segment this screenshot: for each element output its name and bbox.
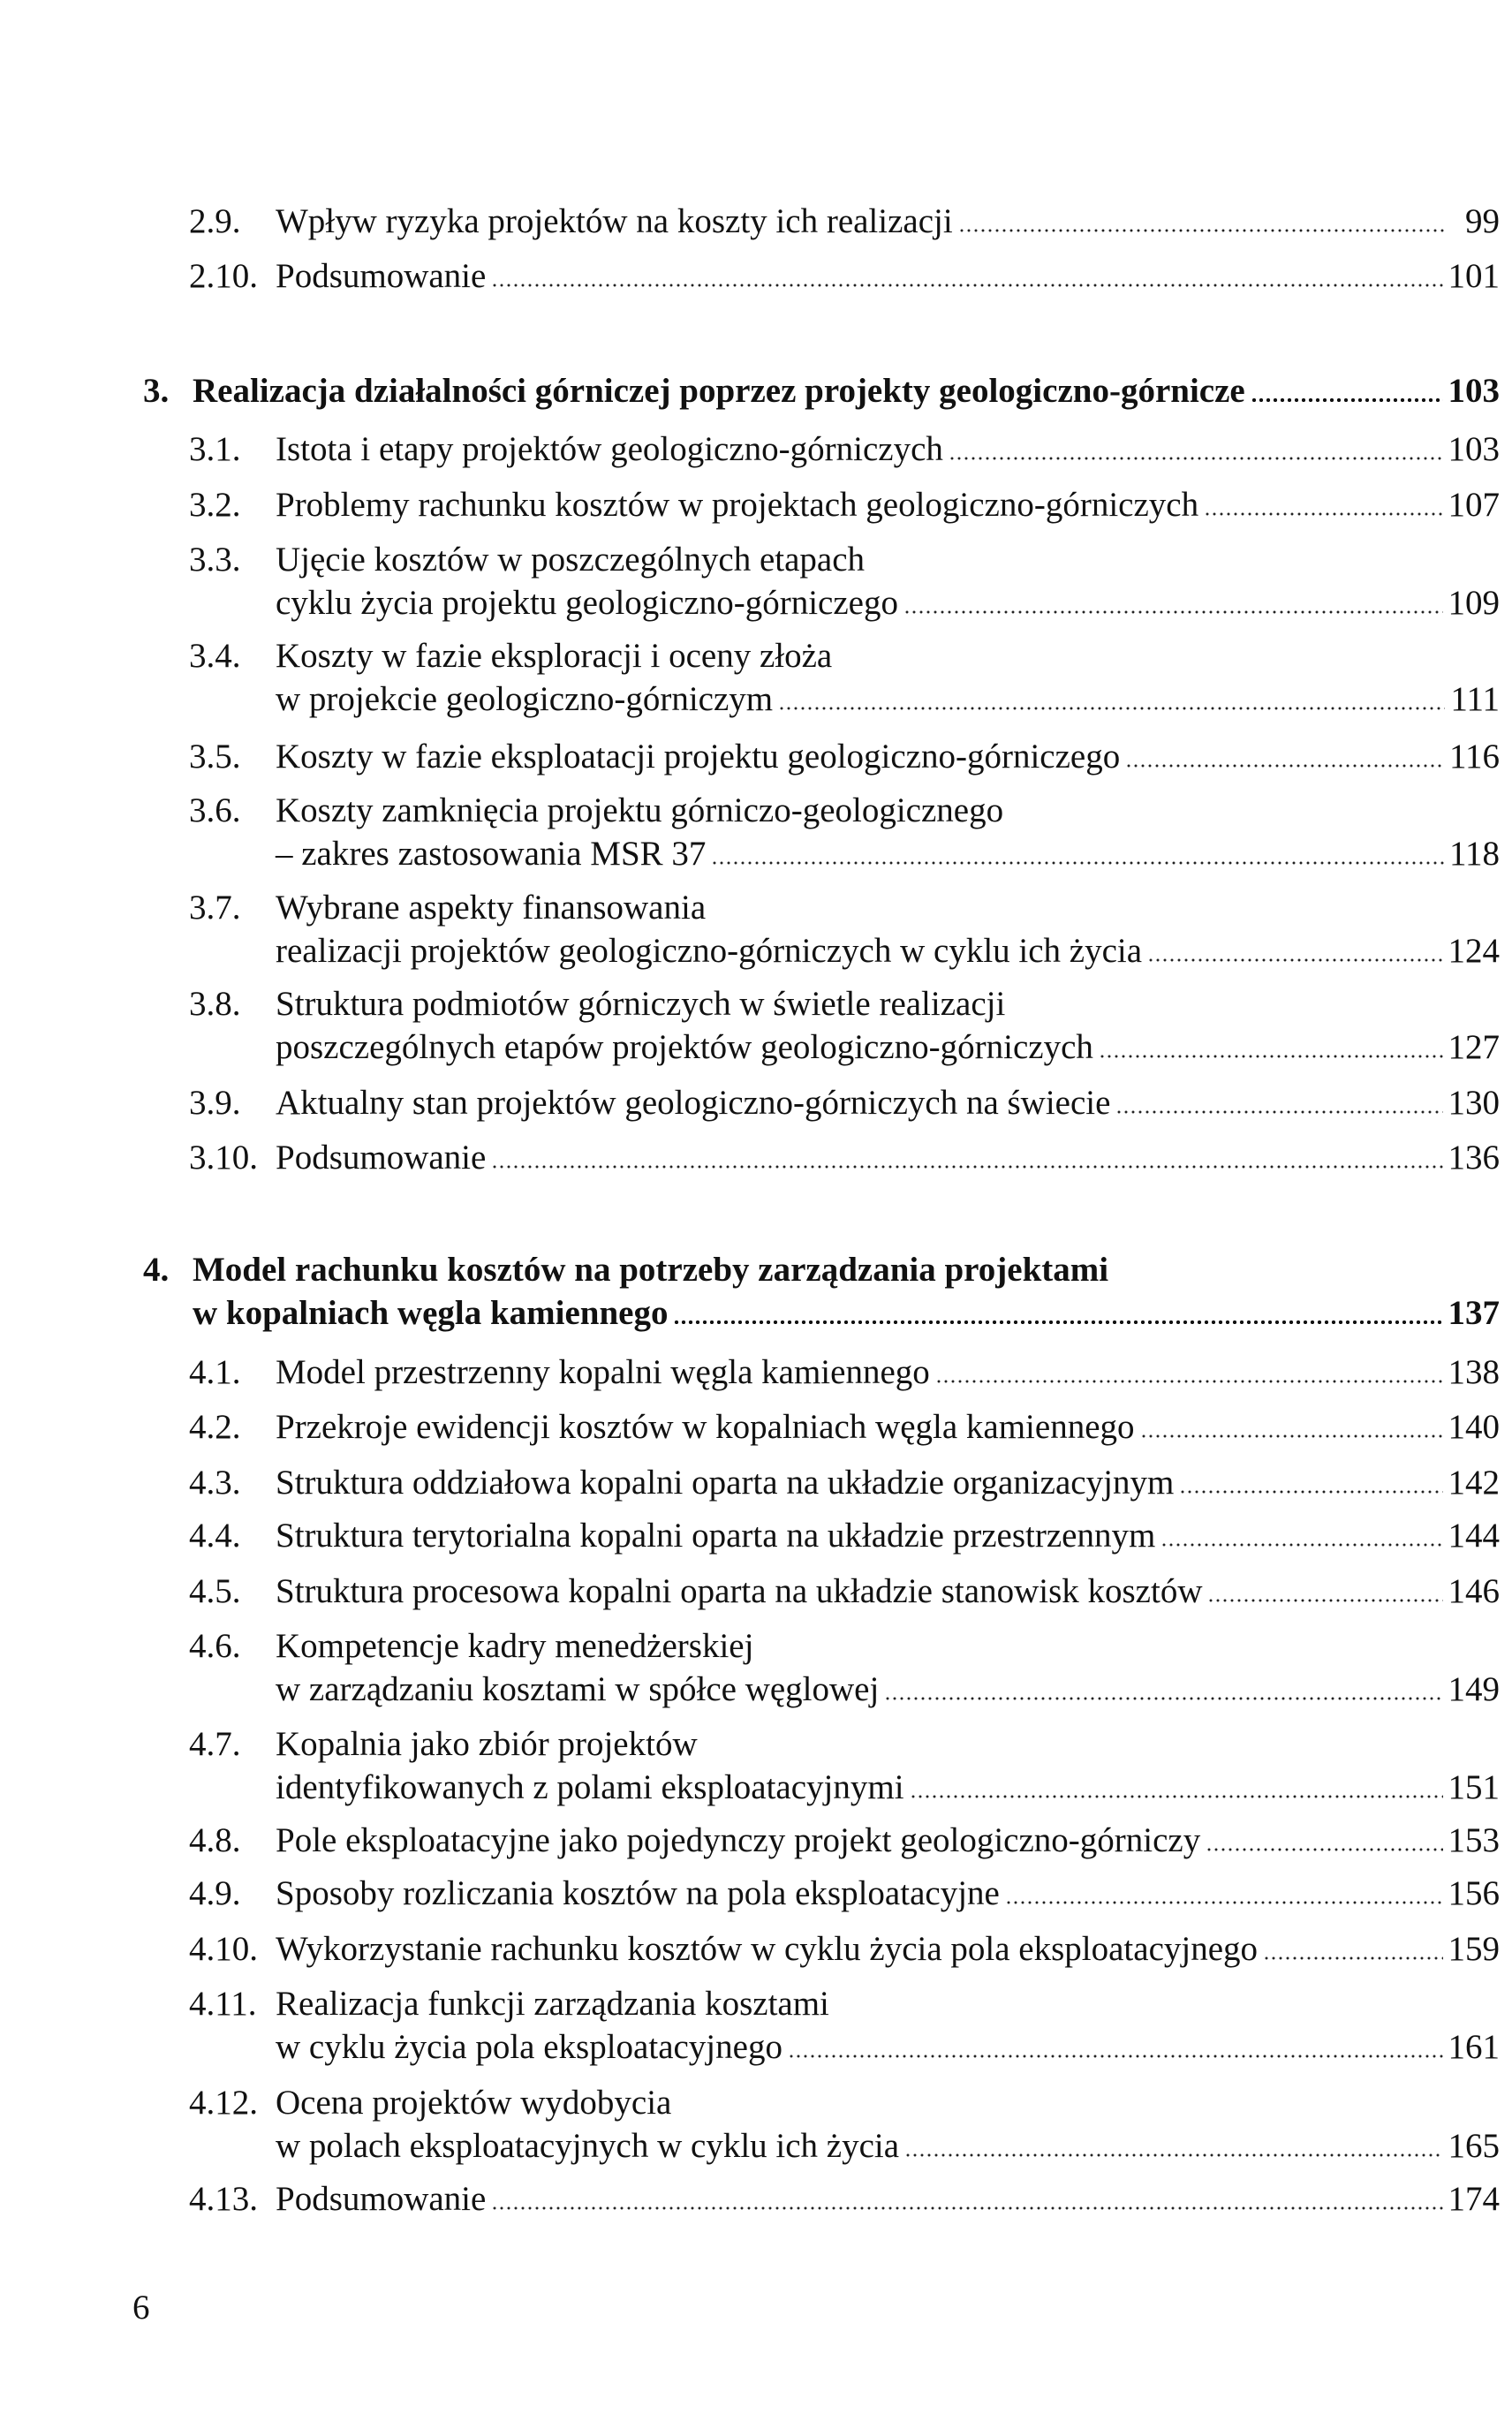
dot-leader	[1140, 1434, 1443, 1438]
entry-title	[276, 2177, 1500, 2221]
dot-leader	[903, 610, 1443, 614]
entry-line	[276, 677, 1500, 721]
entry-line	[276, 1025, 1500, 1069]
entry-text: Struktura procesowa kopalni oparta na układzie stanowisk kosztów	[276, 1572, 1203, 1610]
entry-number: 2.9.	[189, 202, 241, 240]
entry-text: Koszty w fazie eksploracji i oceny złoża	[276, 637, 833, 675]
entry-title	[276, 1405, 1500, 1449]
entry-text: Pole eksploatacyjne jako pojedynczy projekt geologiczno-górniczy	[276, 1821, 1201, 1859]
entry-text: Realizacja działalności górniczej poprzez projekty geologiczno-górnicze	[193, 372, 1245, 410]
entry-title	[276, 634, 1500, 721]
entry-number: 2.10.	[189, 257, 258, 295]
page-ref: 156	[1448, 1874, 1500, 1912]
entry-text: – zakres zastosowania MSR 37	[276, 835, 707, 873]
entry-number: 4.3.	[189, 1464, 241, 1502]
page-ref: 118	[1448, 835, 1500, 873]
entry-number: 4.2.	[189, 1408, 241, 1446]
entry-title	[276, 200, 1500, 243]
entry-text: Aktualny stan projektów geologiczno-górniczych na świecie	[276, 1084, 1111, 1122]
entry-text: Ocena projektów wydobycia	[276, 2084, 672, 2122]
page-ref: 153	[1448, 1821, 1500, 1859]
page-ref: 137	[1448, 1294, 1500, 1332]
dot-leader	[778, 707, 1445, 710]
entry-line	[276, 2177, 1500, 2221]
entry-line	[276, 832, 1500, 875]
entry-title	[276, 1136, 1500, 1179]
entry-number: 3.	[143, 372, 170, 410]
entry-title	[276, 1570, 1500, 1613]
page-ref: 136	[1448, 1139, 1500, 1177]
page-ref: 174	[1448, 2180, 1500, 2218]
entry-title	[193, 1248, 1500, 1335]
entry-line	[276, 634, 1500, 677]
entry-line	[276, 1982, 1500, 2025]
entry-text: w cyklu życia pola eksploatacyjnego	[276, 2028, 782, 2066]
dot-leader	[1160, 1543, 1442, 1547]
entry-title	[276, 982, 1500, 1069]
entry-text: Sposoby rozliczania kosztów na pola eksploatacyjne	[276, 1874, 1000, 1912]
dot-leader	[673, 1320, 1442, 1324]
entry-text: poszczególnych etapów projektów geologiczno-górniczych	[276, 1028, 1093, 1066]
dot-leader	[1147, 958, 1442, 962]
page-ref: 138	[1448, 1353, 1500, 1391]
entry-number: 4.11.	[189, 1985, 257, 2023]
entry-text: realizacji projektów geologiczno-górniczych w cyklu ich życia	[276, 932, 1143, 970]
entry-line	[276, 1819, 1500, 1862]
entry-title	[276, 1081, 1500, 1124]
entry-title	[276, 538, 1500, 624]
entry-number: 3.2.	[189, 486, 241, 524]
entry-line	[276, 1872, 1500, 1915]
page-ref: 142	[1448, 1464, 1500, 1502]
entry-text: Podsumowanie	[276, 2180, 487, 2218]
entry-line	[276, 2124, 1500, 2168]
entry-line	[276, 200, 1500, 243]
entry-line	[276, 735, 1500, 778]
entry-title	[276, 735, 1500, 778]
entry-text: Wybrane aspekty finansowania	[276, 889, 707, 927]
page-ref: 146	[1448, 1572, 1500, 1610]
page-ref: 116	[1448, 738, 1500, 776]
entry-title	[276, 428, 1500, 471]
entry-line	[276, 929, 1500, 972]
entry-line	[276, 1405, 1500, 1449]
dot-leader	[1204, 512, 1442, 516]
entry-line	[193, 369, 1500, 412]
dot-leader	[1207, 1599, 1442, 1602]
entry-number: 4.	[143, 1251, 170, 1289]
entry-title	[276, 1624, 1500, 1711]
dot-leader	[1005, 1901, 1443, 1904]
entry-line	[276, 1668, 1500, 1711]
entry-number: 3.4.	[189, 637, 241, 675]
page-ref: 159	[1448, 1930, 1500, 1968]
entry-text: identyfikowanych z polami eksploatacyjnymi	[276, 1768, 904, 1806]
entry-title	[276, 1514, 1500, 1557]
entry-line	[276, 483, 1500, 526]
dot-leader	[491, 2206, 1442, 2210]
entry-title	[276, 886, 1500, 972]
dot-leader	[788, 2054, 1443, 2058]
entry-text: w projekcie geologiczno-górniczym	[276, 680, 774, 718]
entry-number: 3.5.	[189, 738, 241, 776]
dot-leader	[491, 1165, 1442, 1169]
entry-line	[276, 254, 1500, 298]
dot-leader	[884, 1697, 1442, 1700]
entry-number: 3.9.	[189, 1084, 241, 1122]
entry-text: Kopalnia jako zbiór projektów	[276, 1725, 698, 1763]
entry-title	[193, 369, 1500, 412]
page-ref: 109	[1448, 584, 1500, 622]
dot-leader	[1206, 1848, 1442, 1851]
entry-text: w kopalniach węgla kamiennego	[193, 1294, 669, 1332]
entry-title	[276, 1461, 1500, 1504]
entry-text: Wykorzystanie rachunku kosztów w cyklu życia pola eksploatacyjnego	[276, 1930, 1259, 1968]
entry-line	[276, 1624, 1500, 1668]
entry-number: 3.8.	[189, 985, 241, 1023]
page-number: 6	[132, 2289, 150, 2327]
page-ref: 107	[1448, 486, 1500, 524]
entry-text: Realizacja funkcji zarządzania kosztami	[276, 1985, 829, 2023]
entry-text: Istota i etapy projektów geologiczno-górniczych	[276, 430, 943, 468]
entry-line	[276, 2081, 1500, 2124]
entry-number: 3.3.	[189, 541, 241, 579]
entry-text: Wpływ ryzyka projektów na koszty ich realizacji	[276, 202, 953, 240]
entry-line	[193, 1291, 1500, 1335]
entry-title	[276, 789, 1500, 875]
dot-leader	[958, 229, 1445, 232]
dot-leader	[1251, 398, 1443, 402]
page-ref: 103	[1448, 372, 1500, 410]
page-ref: 124	[1448, 932, 1500, 970]
entry-title	[276, 1927, 1500, 1971]
entry-number: 4.8.	[189, 1821, 241, 1859]
entry-line	[276, 1351, 1500, 1394]
entry-text: Koszty w fazie eksploatacji projektu geologiczno-górniczego	[276, 738, 1121, 776]
entry-title	[276, 1722, 1500, 1809]
entry-number: 4.9.	[189, 1874, 241, 1912]
entry-title	[276, 254, 1500, 298]
dot-leader	[949, 457, 1443, 460]
entry-number: 4.7.	[189, 1725, 241, 1763]
entry-text: Struktura podmiotów górniczych w świetle realizacji	[276, 985, 1006, 1023]
page-ref: 165	[1448, 2127, 1500, 2165]
page-ref: 103	[1448, 430, 1500, 468]
dot-leader	[711, 861, 1444, 865]
dot-leader	[904, 2153, 1442, 2157]
page-ref: 144	[1448, 1517, 1500, 1555]
entry-number: 4.10.	[189, 1930, 258, 1968]
entry-line	[276, 1461, 1500, 1504]
page-ref: 161	[1448, 2028, 1500, 2066]
entry-number: 4.1.	[189, 1353, 241, 1391]
dot-leader	[910, 1795, 1443, 1798]
entry-line	[276, 1766, 1500, 1809]
entry-number: 3.1.	[189, 430, 241, 468]
entry-number: 3.6.	[189, 791, 241, 829]
entry-text: w polach eksploatacyjnych w cyklu ich życia	[276, 2127, 900, 2165]
entry-text: Podsumowanie	[276, 257, 487, 295]
entry-line	[276, 1136, 1500, 1179]
entry-line	[276, 428, 1500, 471]
entry-title	[276, 1819, 1500, 1862]
entry-text: Kompetencje kadry menedżerskiej	[276, 1627, 754, 1665]
entry-line	[193, 1248, 1500, 1291]
entry-line	[276, 1927, 1500, 1971]
dot-leader	[1179, 1490, 1442, 1494]
entry-line	[276, 1081, 1500, 1124]
page-ref: 111	[1450, 680, 1500, 718]
entry-line	[276, 886, 1500, 929]
entry-title	[276, 1872, 1500, 1915]
dot-leader	[1263, 1956, 1442, 1960]
dot-leader	[491, 284, 1442, 287]
entry-number: 4.4.	[189, 1517, 241, 1555]
entry-text: Struktura oddziałowa kopalni oparta na układzie organizacyjnym	[276, 1464, 1175, 1502]
entry-text: Podsumowanie	[276, 1139, 487, 1177]
entry-text: Struktura terytorialna kopalni oparta na układzie przestrzennym	[276, 1517, 1156, 1555]
page-ref: 127	[1448, 1028, 1500, 1066]
dot-leader	[935, 1380, 1443, 1383]
entry-title	[276, 2081, 1500, 2168]
entry-line	[276, 581, 1500, 624]
page-ref: 99	[1465, 202, 1500, 240]
entry-line	[276, 789, 1500, 832]
page-ref: 101	[1448, 257, 1500, 295]
entry-line	[276, 538, 1500, 581]
entry-text: Model rachunku kosztów na potrzeby zarządzania projektami	[193, 1251, 1109, 1289]
page-ref: 140	[1448, 1408, 1500, 1446]
entry-line	[276, 982, 1500, 1025]
page-ref: 151	[1448, 1768, 1500, 1806]
entry-text: w zarządzaniu kosztami w spółce węglowej	[276, 1670, 880, 1708]
entry-number: 4.6.	[189, 1627, 241, 1665]
dot-leader	[1115, 1110, 1442, 1114]
entry-text: Koszty zamknięcia projektu górniczo-geologicznego	[276, 791, 1004, 829]
entry-title	[276, 1982, 1500, 2069]
entry-number: 4.13.	[189, 2180, 258, 2218]
dot-leader	[1125, 764, 1444, 768]
dot-leader	[1099, 1055, 1443, 1058]
page-ref: 149	[1448, 1670, 1500, 1708]
entry-title	[276, 483, 1500, 526]
entry-number: 4.12.	[189, 2084, 258, 2122]
entry-number: 4.5.	[189, 1572, 241, 1610]
entry-line	[276, 1514, 1500, 1557]
entry-text: Przekroje ewidencji kosztów w kopalniach węgla kamiennego	[276, 1408, 1135, 1446]
entry-text: cyklu życia projektu geologiczno-górniczego	[276, 584, 898, 622]
entry-text: Problemy rachunku kosztów w projektach geologiczno-górniczych	[276, 486, 1199, 524]
page-ref: 130	[1448, 1084, 1500, 1122]
entry-line	[276, 1570, 1500, 1613]
entry-line	[276, 1722, 1500, 1766]
entry-text: Model przestrzenny kopalni węgla kamiennego	[276, 1353, 930, 1391]
entry-text: Ujęcie kosztów w poszczególnych etapach	[276, 541, 866, 579]
entry-number: 3.10.	[189, 1139, 258, 1177]
entry-line	[276, 2025, 1500, 2069]
entry-title	[276, 1351, 1500, 1394]
entry-number: 3.7.	[189, 889, 241, 927]
